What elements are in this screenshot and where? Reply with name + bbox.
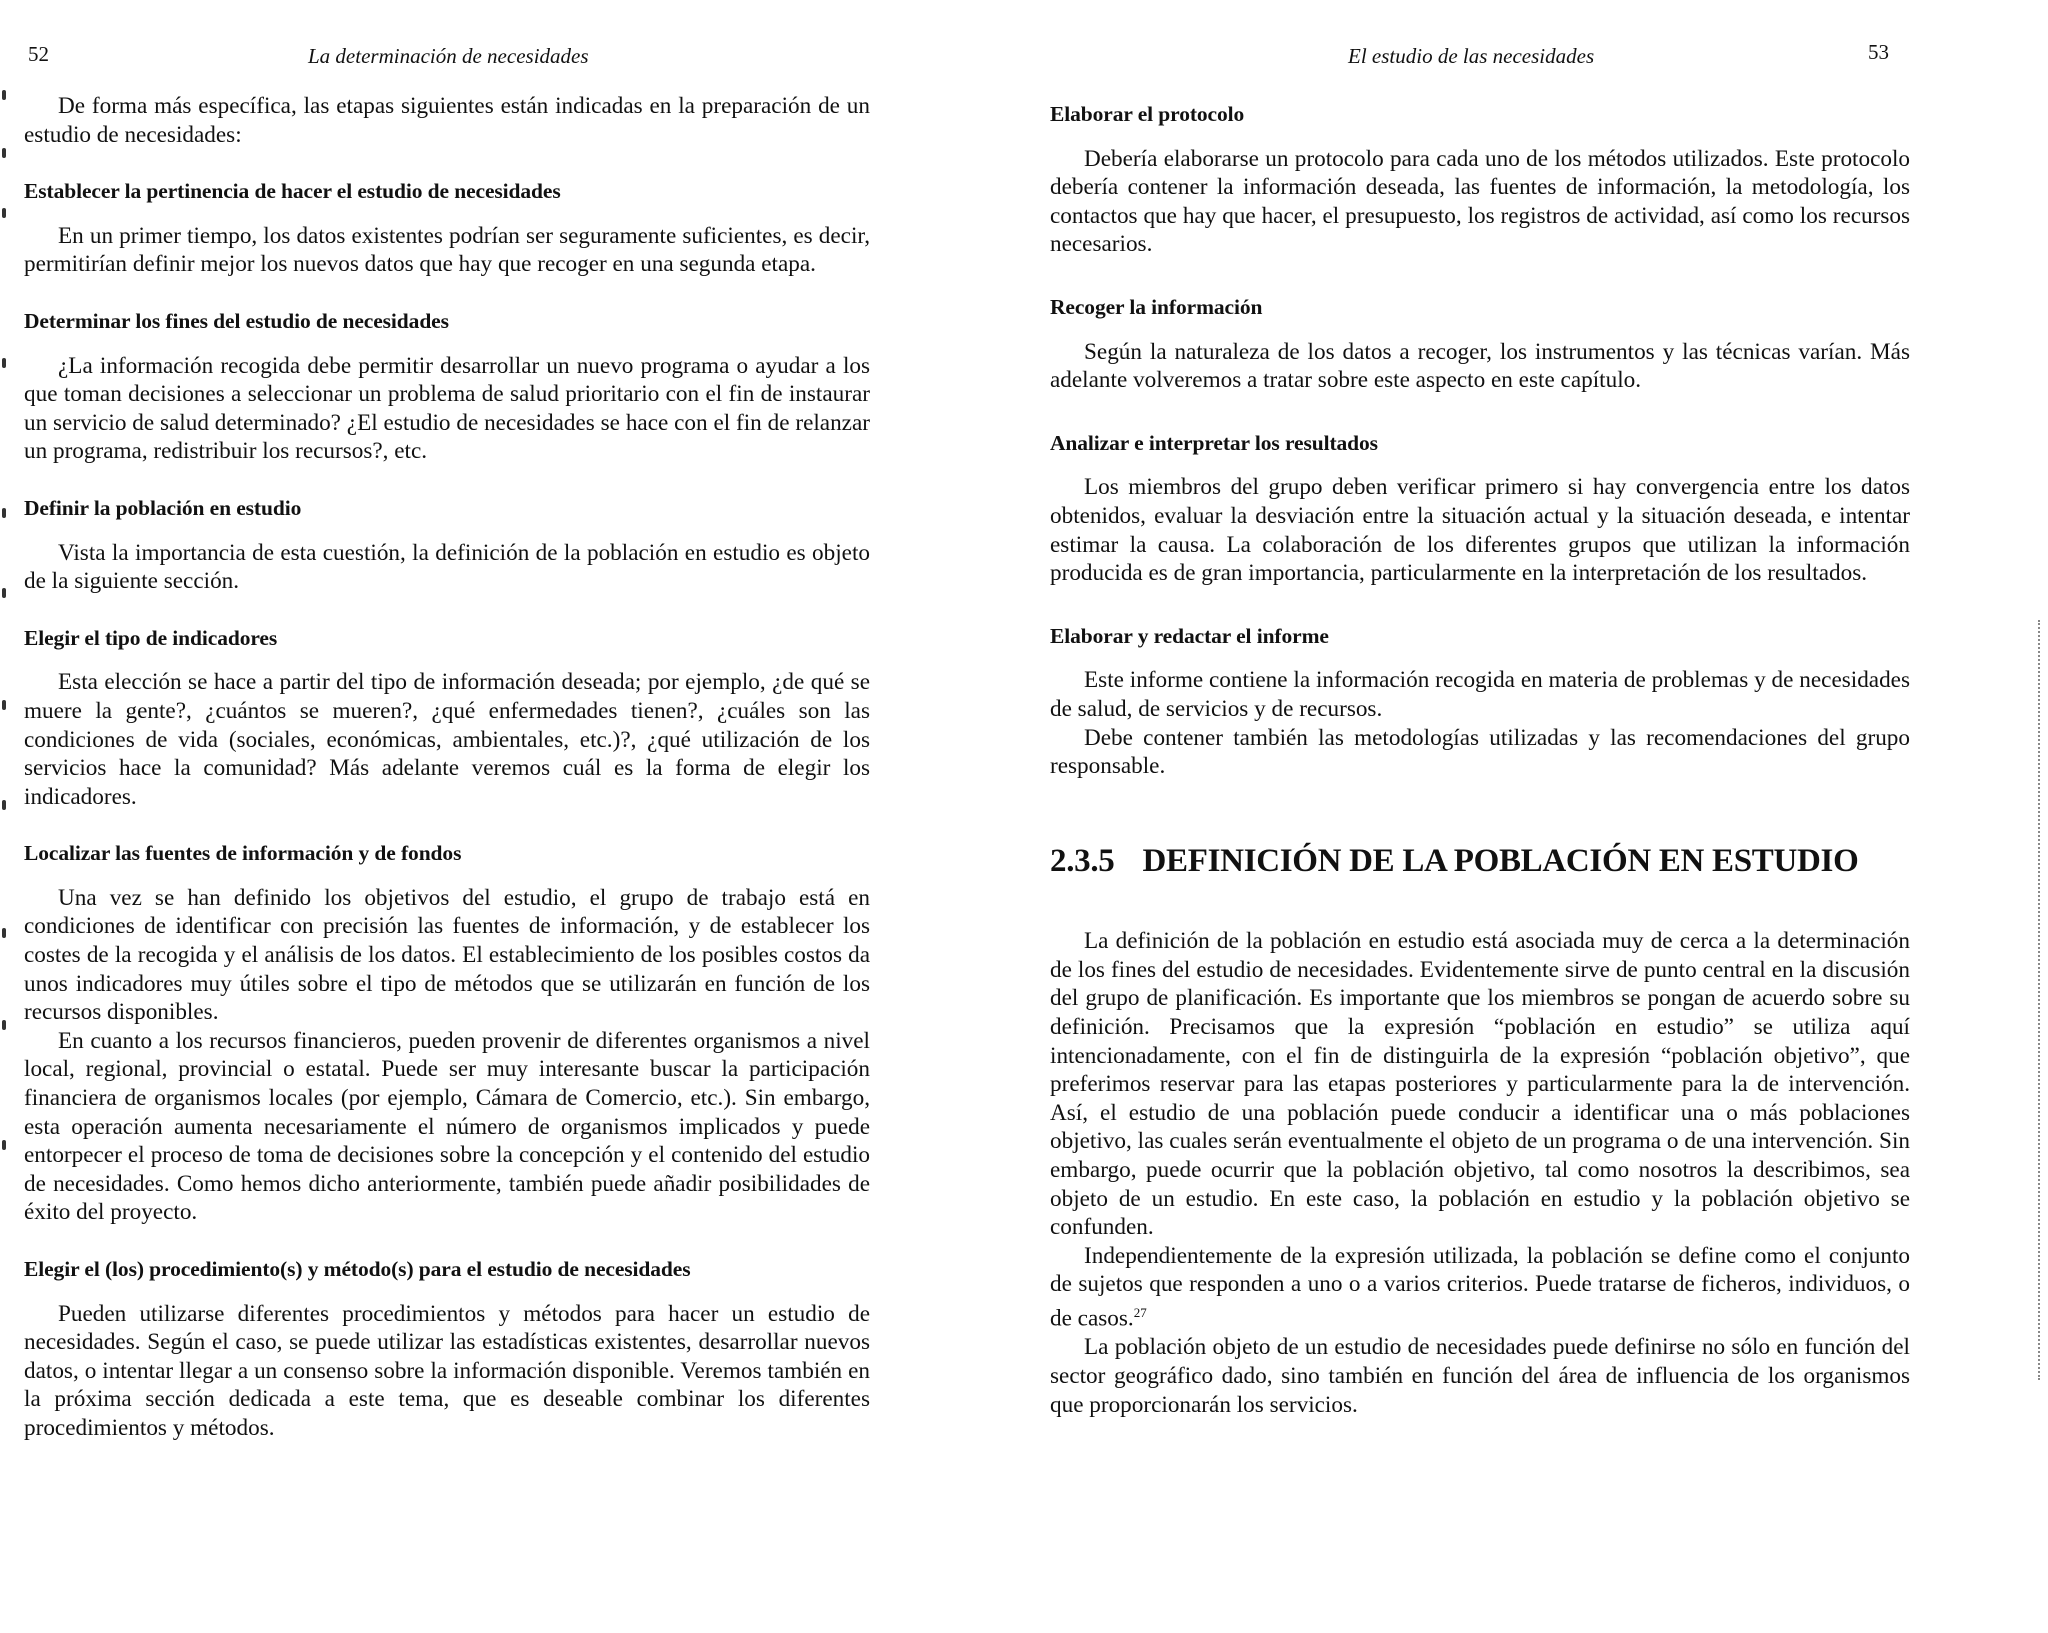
page-number: 52 xyxy=(28,42,49,66)
subheading: Recoger la información xyxy=(1050,294,1263,319)
paragraph: Esta elección se hace a partir del tipo de información deseada; por ejemplo, ¿de qué se muere la gente?, ¿cuántos se mueren?, ¿qué enfermedades tienen?, ¿cuáles son las condiciones de vida (sociales, económicas, ambientales, etc.)?, ¿qué utilización de los servicios hace la comunidad? Más adelante veremos cuál es la forma de elegir los indicadores. xyxy=(24,669,870,810)
section-heading xyxy=(1050,842,1910,879)
subheading: Elegir el (los) procedimiento(s) y método(s) para el estudio de necesidades xyxy=(24,1257,691,1281)
paragraph: Según la naturaleza de los datos a recoger, los instrumentos y las técnicas varían. Más adelante volveremos a tratar sobre este aspecto en este capítulo. xyxy=(1050,338,1910,394)
section-number: 2.3.5 xyxy=(1050,842,1115,879)
running-head: La determinación de necesidades xyxy=(308,44,589,68)
right-page xyxy=(1010,0,2048,1633)
paragraph: Este informe contiene la información recogida en materia de problemas y de necesidades de salud, de servicios y de recursos. xyxy=(1050,667,1910,722)
subheading: Localizar las fuentes de información y de fondos xyxy=(24,841,462,866)
paragraph xyxy=(1050,1242,1910,1334)
intro-paragraph: De forma más específica, las etapas siguientes están indicadas en la preparación de un estudio de necesidades: xyxy=(24,93,870,148)
subheading: Definir la población en estudio xyxy=(24,495,302,520)
paragraph: Una vez se han definido los objetivos del estudio, el grupo de trabajo está en condiciones de identificar con precisión las fuentes de información, y de establecer los costes de la recogida y el análisis de los datos. El establecimiento de los posibles costos da unos indicadores muy útiles sobre el tipo de métodos que se utilizarán en función de los recursos disponibles. xyxy=(24,884,870,1026)
left-column xyxy=(24,92,870,1443)
paragraph: Vista la importancia de esta cuestión, la definición de la población en estudio es objeto de la siguiente sección. xyxy=(24,539,870,595)
footnote-ref: 27 xyxy=(1133,1305,1147,1320)
paragraph: Debe contener también las metodologías utilizadas y las recomendaciones del grupo responsable. xyxy=(1050,724,1910,780)
section-title: DEFINICIÓN DE LA POBLACIÓN EN ESTUDIO xyxy=(1142,842,1859,879)
paragraph-text: Independientemente de la expresión utilizada, la población se define como el conjunto de sujetos que responden a uno o a varios criterios. Puede tratarse de ficheros, individuos, o de casos. xyxy=(1050,1242,1910,1332)
paragraph: La población objeto de un estudio de necesidades puede definirse no sólo en función del sector geográfico dado, sino también en función del área de influencia de los organismos que proporcionarán los servicios. xyxy=(1050,1334,1910,1418)
subheading: Elegir el tipo de indicadores xyxy=(24,625,278,650)
subheading: Determinar los fines del estudio de necesidades xyxy=(24,308,449,333)
subheading: Analizar e interpretar los resultados xyxy=(1050,430,1378,455)
paragraph: Debería elaborarse un protocolo para cada uno de los métodos utilizados. Este protocolo debería contener la información deseada, las fuentes de información, la metodología, los contactos que hay que hacer, el presupuesto, los registros de actividad, así como los recursos necesarios. xyxy=(1050,145,1910,258)
left-page xyxy=(0,0,1000,1633)
paragraph: La definición de la población en estudio está asociada muy de cerca a la determinación de los fines del estudio de necesidades. Evidentemente sirve de punto central en la discusión del grupo de planificación. Es importante que los miembros se pongan de acuerdo sobre su definición. Precisamos que la expresión “población en estudio” se utiliza aquí intencionadamente, con el fin de distinguirla de la expresión “población objetivo”, que preferimos reservar para las etapas posteriores y particularmente para la de intervención. Así, el estudio de una población puede conducir a identificar una o más poblaciones objetivo, las cuales serán eventualmente el objeto de un programa o de una intervención. Sin embargo, puede ocurrir que la población objetivo, tal como nosotros la describimos, sea objeto de un estudio. En este caso, la población en estudio y la población objetivo se confunden. xyxy=(1050,928,1910,1241)
paragraph: ¿La información recogida debe permitir desarrollar un nuevo programa o ayudar a los que toman decisiones a seleccionar un problema de salud prioritario con el fin de instaurar un servicio de salud determinado? ¿El estudio de necesidades se hace con el fin de relanzar un programa, redistribuir los recursos?, etc. xyxy=(24,352,870,465)
paragraph: Los miembros del grupo deben verificar primero si hay convergencia entre los datos obtenidos, evaluar la desviación entre la situación actual y la situación deseada, e intentar estimar la causa. La colaboración de los diferentes grupos que utilizan la información producida es de gran importancia, particularmente en la interpretación de los resultados. xyxy=(1050,474,1910,587)
subheading: Elaborar el protocolo xyxy=(1050,102,1245,126)
page-edge-marks xyxy=(2038,620,2043,1380)
paragraph: En un primer tiempo, los datos existentes podrían ser seguramente suficientes, es decir, permitirían definir mejor los nuevos datos que hay que recoger en una segunda etapa. xyxy=(24,222,870,278)
paragraph: En cuanto a los recursos financieros, pueden provenir de diferentes organismos a nivel local, regional, provincial o estatal. Puede ser muy interesante buscar la participación financiera de organismos locales (por ejemplo, Cámara de Comercio, etc.). Sin embargo, esta operación aumenta necesariamente el número de organismos implicados y puede entorpecer el proceso de toma de decisiones sobre la concepción y el contenido del estudio de necesidades. Como hemos dicho anteriormente, también puede añadir posibilidades de éxito del proyecto. xyxy=(24,1027,870,1226)
subheading: Establecer la pertinencia de hacer el estudio de necesidades xyxy=(24,179,561,204)
subheading: Elaborar y redactar el informe xyxy=(1050,623,1329,648)
paragraph: Pueden utilizarse diferentes procedimientos y métodos para hacer un estudio de necesidades. Según el caso, se puede utilizar las estadísticas existentes, desarrollar nuevos datos, o intentar llegar a un consenso sobre la información disponible. Veremos también en la próxima sección dedicada a este tema, que es deseable combinar los diferentes procedimientos y métodos. xyxy=(24,1300,870,1441)
right-column xyxy=(1050,100,1910,1419)
page-number: 53 xyxy=(1868,40,1889,64)
running-head: El estudio de las necesidades xyxy=(1348,44,1595,68)
page-edge-marks xyxy=(2,90,8,1240)
